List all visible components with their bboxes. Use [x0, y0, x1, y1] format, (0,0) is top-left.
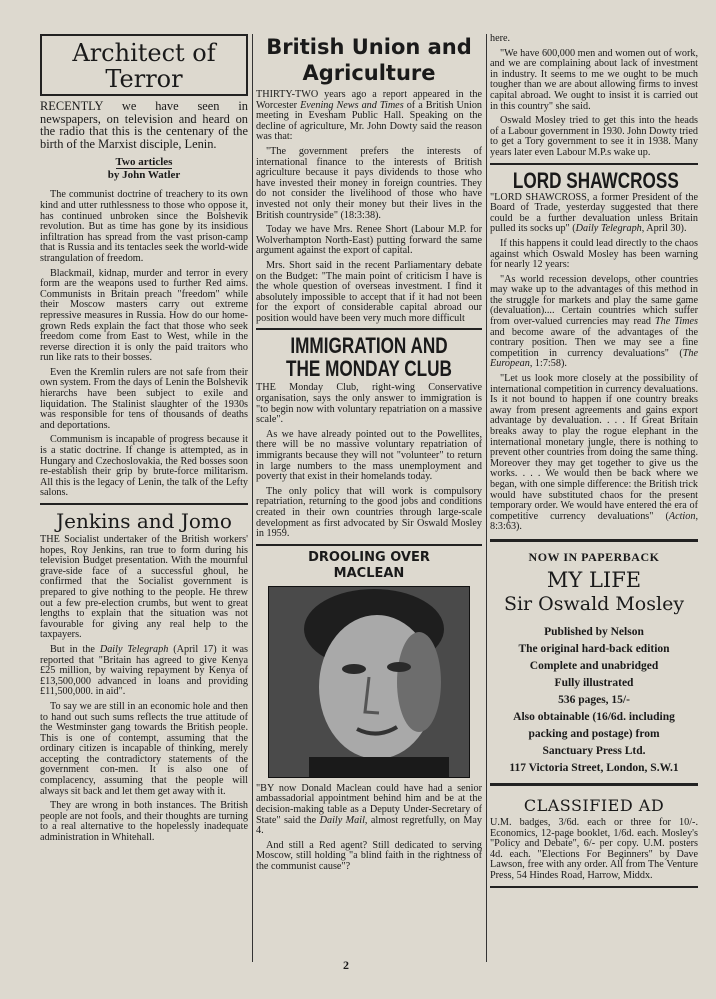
jenkins-paragraph — [40, 645, 248, 698]
page-number: 2 — [343, 958, 349, 972]
text-run: and become aware of the advantages of the contrary position. Then we may see a fine competition in currency devaluations" ( — [490, 326, 698, 359]
text-run: , almost regretfully, on May 4. — [256, 814, 483, 837]
maclean-portrait-photo — [268, 586, 470, 778]
architect-lead: RECENTLY we have seen in newspapers, on television and heard on the radio that this is the centenary of the birth of the Marxist disciple, Lenin. — [40, 99, 248, 151]
agriculture-headline — [256, 34, 482, 86]
advert-line: Published by Nelson — [544, 625, 644, 638]
advert-line: Also obtainable (16/6d. including — [513, 710, 675, 723]
section-rule — [256, 328, 482, 330]
source-title: Evening News and Times — [300, 99, 404, 111]
headline-line: DROOLING OVER — [308, 549, 430, 565]
advert-line: Fully illustrated — [554, 676, 634, 689]
architect-paragraph: Blackmail, kidnap, murder and terror in every form are the weapons used to further Red aims. Communists in Britain preach "freedom" while their Moscow masters carry out extreme repressive measures in Russia. How do our home-grown Reds explain the fact that those who seek freedom come from East to West, while in the reverse direction it is only the paid traitors who run like rats to their bosses. — [40, 267, 248, 364]
section-rule — [490, 163, 698, 165]
headline-line: Terror — [105, 65, 183, 93]
text-run: of a British Union meeting in Evesham Public Hall. Speaking on the decline of agriculture, Mr. John Dowty said the reason was that: — [256, 99, 483, 143]
text-run: , 1:7:58). — [529, 358, 567, 370]
agriculture-paragraph: "The government prefers the interests of international finance to the interests of British agriculture because it pays dividends to those who have invested their money in foreign countries. They do not consider the livelihood of those who have invested not only their money but their lives in the British countryside" (18:3:38). — [256, 145, 482, 221]
source-title: Daily Telegraph — [575, 223, 642, 235]
column-divider — [486, 34, 487, 962]
source-title: Daily Telegraph — [99, 643, 169, 655]
advert-book-title: MY LIFE — [546, 567, 642, 592]
advert-line: 117 Victoria Street, London, S.W.1 — [509, 761, 679, 774]
text-run: , 8:3:63). — [490, 510, 698, 533]
classified-section — [490, 796, 698, 888]
portrait-illustration — [269, 587, 469, 777]
advert-line: Complete and unabridged — [529, 659, 659, 672]
architect-paragraph: Even the Kremlin rulers are not safe from their own system. From the days of Lenin the Bolshevik hierarchs have been subject to exile and liquidation. The Stalinist slaughter of the 1930s was responsible for tens of thousands of deaths and deportations. — [40, 366, 248, 431]
maclean-headline — [256, 550, 482, 582]
text-run: But in the — [50, 643, 100, 655]
architect-headline-box — [40, 34, 248, 96]
source-title: The Times — [654, 316, 699, 328]
maclean-paragraph: And still a Red agent? Still dedicated to serving Moscow, still holding "a blind faith in the rightness of the communist cause"? — [256, 839, 482, 872]
advert-kicker: NOW IN PAPERBACK — [528, 549, 660, 564]
architect-paragraph: The communist doctrine of treachery to its own kind and utter ruthlessness to those who oppose it, has continued unbroken since the Bolshevik revolution. But as time has gone by its insidious infiltration has spread from the vast prison-camp that is Russia and its tentacles seek the world-wide strangulation of freedom. — [40, 189, 248, 264]
agriculture-paragraph: Mrs. Short said in the recent Parliamentary debate on the Budget: "The main point of criticism I have is the whole question of overseas investment. I find it absolutely impossible to accept that if it had not been for the export of considerable capital abroad our position would have been very much more difficult — [256, 259, 482, 324]
shawcross-paragraph: If this happens it could lead directly to the chaos against which Oswald Mosley has been warning for nearly 12 years: — [490, 237, 698, 271]
source-title: Action — [668, 510, 696, 522]
agriculture-continued: here. — [490, 33, 511, 44]
architect-byline — [40, 156, 248, 182]
advert-line: packing and postage) from — [528, 727, 660, 740]
jenkins-paragraph: To say we are still in an economic hole and then to hand out such sums reflects the true attitude of the Westminster gang towards the British people. This is one of contempt, assuming that the ordinary citizen is incapable of thinking, merely accepting the contradictory statements of the government con-men. It is also one of complacency, assuming that the people will always sit back and let them get away with it. — [40, 700, 248, 797]
text-run: THIRTY-TWO years ago a report appeared in the Worcester — [256, 89, 482, 111]
headline-line: IMMIGRATION AND — [290, 333, 448, 359]
architect-headline — [44, 40, 244, 92]
text-run: "LORD SHAWCROSS, a former President of the Board of Trade, yesterday suggested that there could be a further devaluation unless Britain pulled its socks up" ( — [490, 191, 698, 235]
column-left — [40, 34, 248, 848]
advert-author: Sir Oswald Mosley — [503, 592, 685, 615]
byline-line: by John Watler — [107, 169, 181, 182]
immigration-paragraph: THE Monday Club, right-wing Conservative organisation, says the only answer to immigration is "to begin now with voluntary repatriation on a massive scale". — [256, 382, 482, 426]
architect-paragraph: Communism is incapable of progress because it is a static doctrine. If change is attempted, as in Hungary and Czechoslovakia, the Red bosses soon re-establish their grip by brute-force militarism. All this is the legacy of Lenin, the talk of the Lefty salons. — [40, 434, 248, 499]
advert-line: The original hard-back edition — [518, 642, 670, 655]
source-title: Daily Mail — [319, 814, 365, 826]
advert-line: 536 pages, 15/- — [558, 693, 630, 706]
advert-line: Sanctuary Press Ltd. — [542, 744, 646, 757]
headline-line: British Union and — [266, 35, 472, 59]
agriculture-continued: "We have 600,000 men and women out of work, and we are complaining about lack of investment in industry. It seems to me we ought to be much tougher than we are about allowing firms to invest capital abroad. We ought to insist it is carried out in this country" she said. — [490, 47, 698, 112]
agriculture-continued: Oswald Mosley tried to get this into the heads of a Labour government in 1930. John Dowty tried to get a Tory government to see it in 1938. Many years later even Labour M.P.s wake up. — [490, 115, 698, 158]
text-run: , April 30). — [641, 223, 687, 235]
text-run: "As world recession develops, other countries may wake up to the advantages of this method in the struggle for markets and play the same game (devaluation).... Certain countries which suffer from over-valued currencies may read — [490, 273, 698, 328]
column-right — [490, 34, 698, 888]
byline-line: Two articles — [115, 156, 173, 169]
agriculture-paragraph — [256, 90, 482, 143]
shawcross-headline: LORD SHAWCROSS — [512, 167, 679, 193]
jenkins-headline: Jenkins and Jomo — [56, 509, 232, 533]
immigration-headline — [281, 334, 457, 380]
source-title: The European — [490, 347, 698, 370]
shawcross-paragraph — [490, 193, 698, 235]
jenkins-paragraph: THE Socialist undertaker of the British workers' hopes, Roy Jenkins, ran true to form during his television Budget presentation. With the mournful grave-side face of a successful ghoul, he confirmed that the Socialist government is prepared to give nothing to the people. He threw out a few pre-election crumbs, but went to great lengths to explain that the situation was not favourable for giving any real help to the taxpayers. — [40, 534, 248, 641]
immigration-paragraph: The only policy that will work is compulsory repatriation, returning to the good jobs and conditions created in their own countries through large-scale development as first advocated by Sir Oswald Mosley in 1959. — [256, 485, 482, 540]
classified-text: U.M. badges, 3/6d. each or three for 10/-. Economics, 12-page booklet, 1/6d. each. Mosley's "Policy and Debate", 6/- per copy. U.M. posters 4d. each. "Elections For Beginners" by Dave Lawson, free with any order. All from The Venture Press, 54 Hindes Road, Harrow, Middx. — [490, 816, 698, 881]
headline-line: Architect of — [72, 39, 216, 67]
shawcross-paragraph — [490, 374, 698, 533]
shawcross-paragraph — [490, 275, 698, 370]
jenkins-paragraph: They are wrong in both instances. The British people are not fools, and their thoughts are turning to a real alternative to the hopelessly inadequate administration in Whitehall. — [40, 800, 248, 844]
agriculture-paragraph: Today we have Mrs. Renee Short (Labour M.P. for Wolverhampton North-East) putting forward the same argument against the export of capital. — [256, 224, 482, 257]
section-rule — [40, 503, 248, 505]
text-run: (April 17) it was reported that "Britain has agreed to give Kenya £25 million, by waiving repayment by Kenya of £13,500,000 advanced in loans and providing £11,500,000. in aid". — [40, 643, 248, 698]
section-rule — [256, 544, 482, 546]
immigration-paragraph: As we have already pointed out to the Powellites, there will be no massive voluntary repatriation of immigrants because they will not "volunteer" to return in large numbers to the mass unemployment and poverty that exist in their homelands today. — [256, 428, 482, 483]
headline-line: THE MONDAY CLUB — [286, 356, 452, 382]
headline-line: MACLEAN — [333, 565, 405, 581]
maclean-paragraph — [256, 784, 482, 837]
text-run: "Let us look more closely at the possibility of international competition in currency devaluations. Is it not bound to happen if one country breaks away from present agreements and gains export advantage by devaluation. . . . If Great Britain breaks away to play the rogue elephant in the international monetary jungle, there is nothing to prevent other countries from doing the same thing. Moreover they may get together to give us the works. . . . We would then be back where we began, with one simple difference: the British trick would have substituted chaos for the present temporary order. We would have entered the era of competitive currency devaluations" ( — [490, 373, 698, 522]
headline-line: Agriculture — [302, 61, 436, 85]
column-middle — [256, 34, 482, 877]
text-run: "BY now Donald Maclean could have had a senior ambassadorial appointment behind him and be at the decision-making table as a Deputy Under-Secretary of State" said the — [256, 782, 482, 826]
book-advert — [490, 539, 698, 786]
column-divider — [252, 34, 253, 962]
classified-headline: CLASSIFIED AD — [523, 795, 665, 815]
